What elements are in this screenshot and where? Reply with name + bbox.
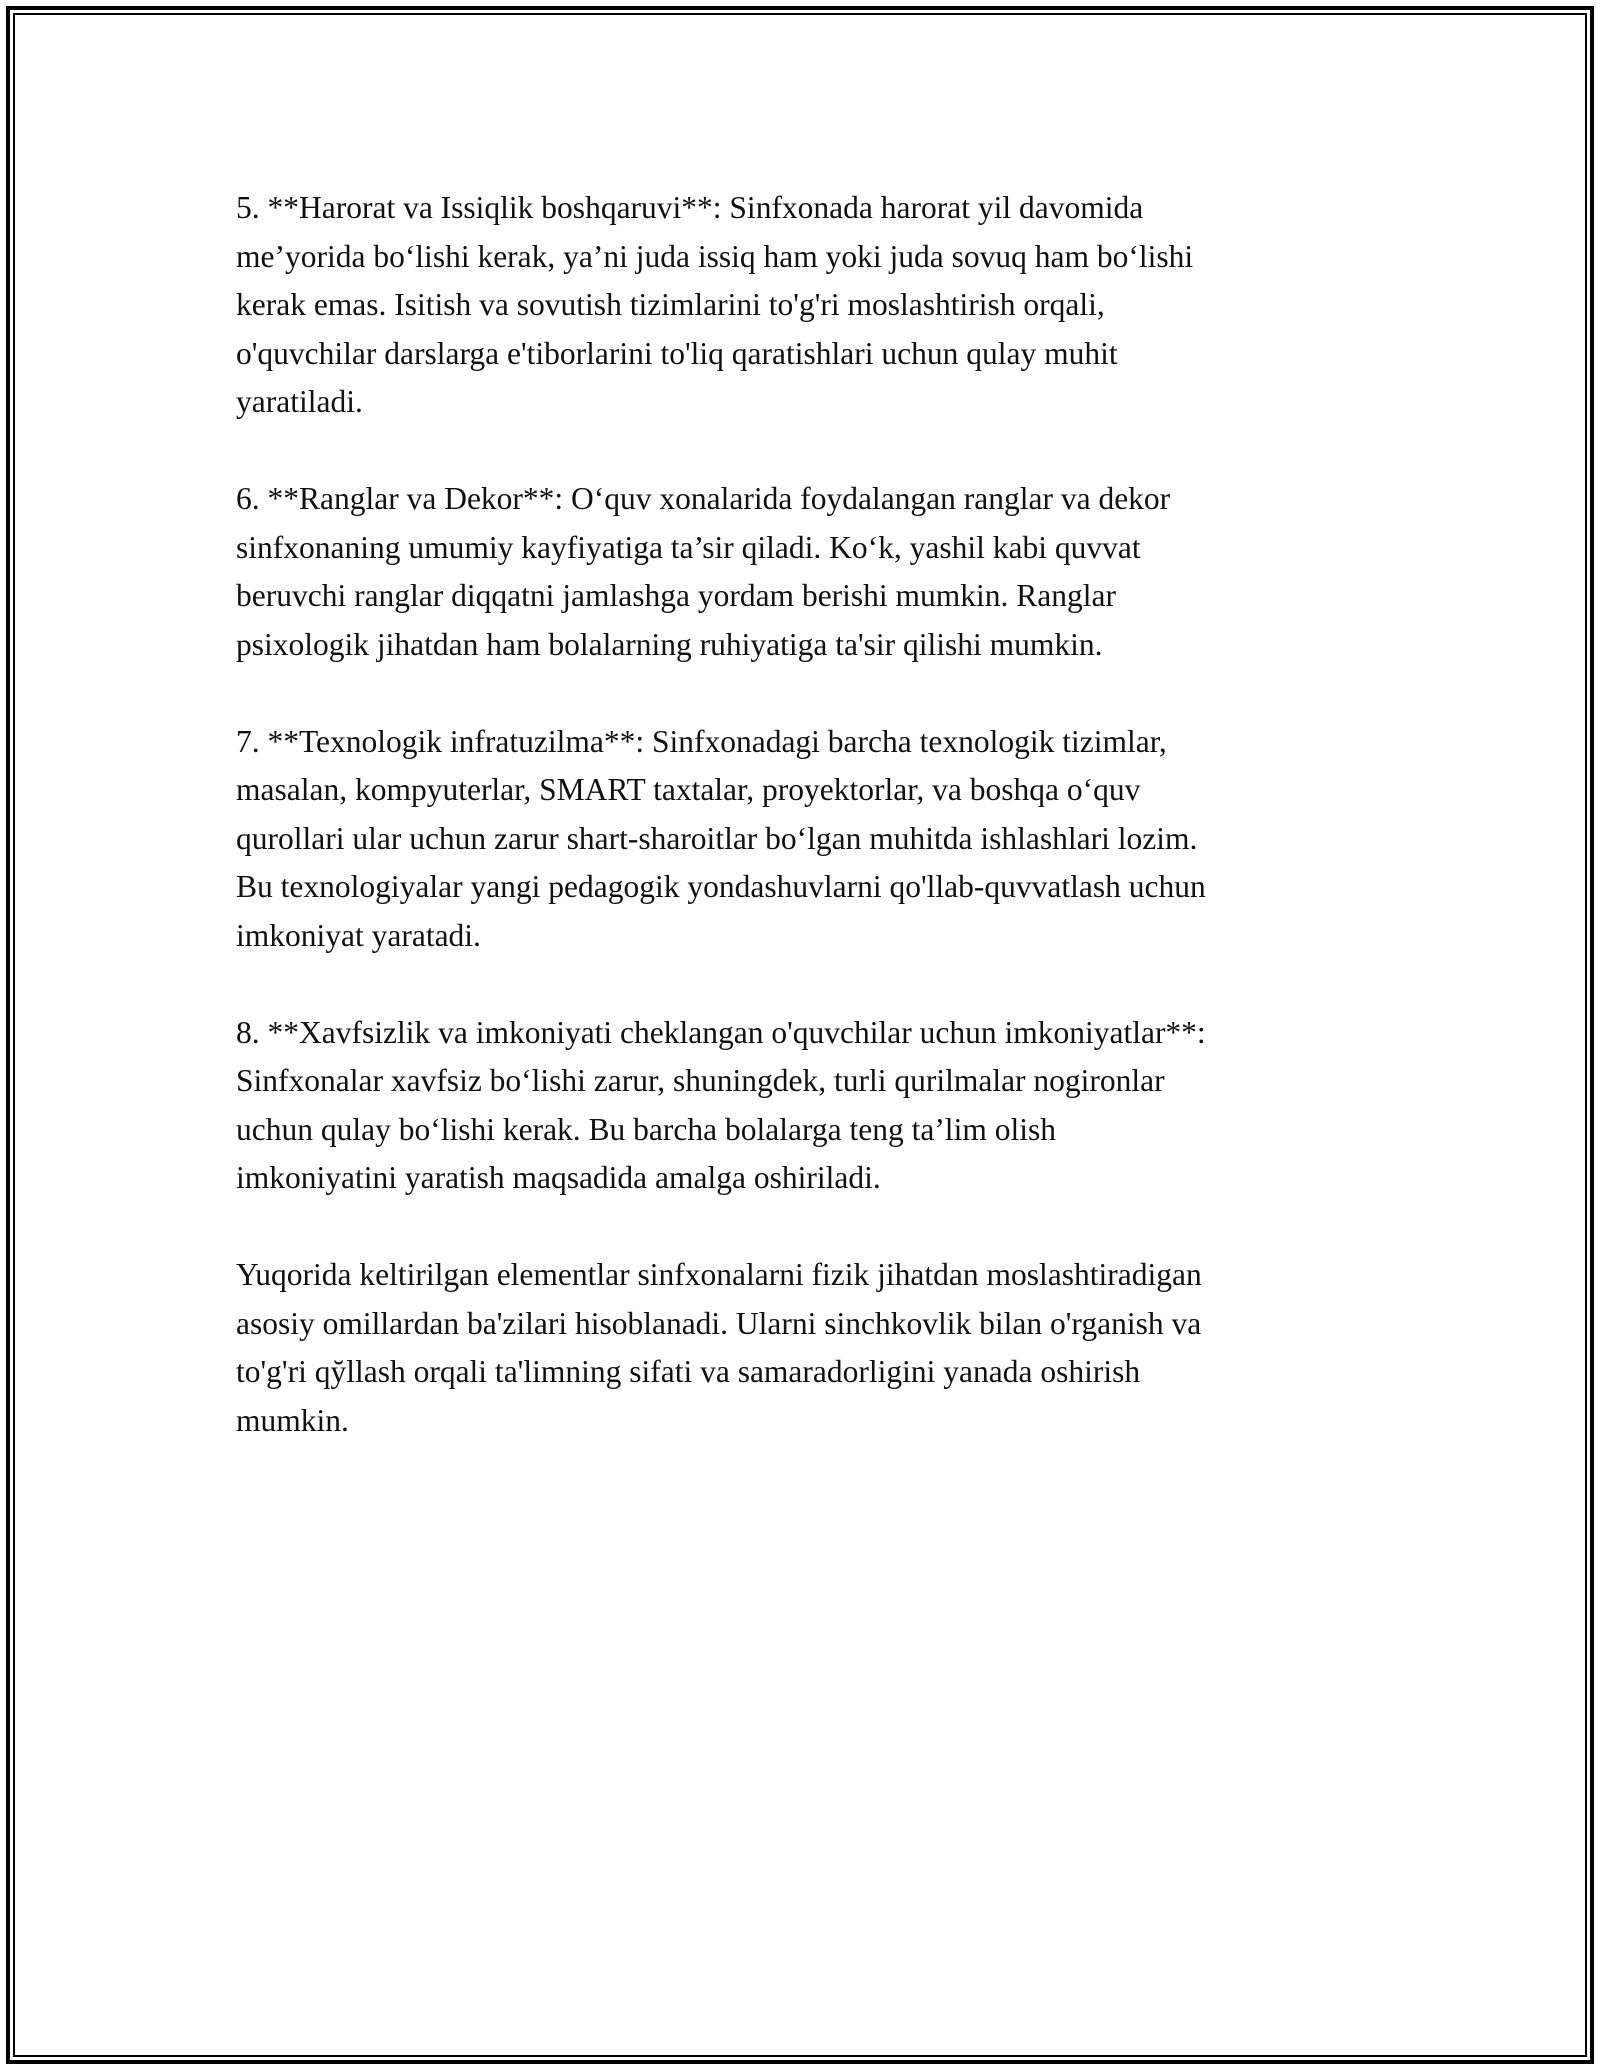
text-line: 8. **Xavfsizlik va imkoniyati cheklangan o'quvchilar uchun imkoniyatlar**: — [236, 1014, 1206, 1050]
paragraph-ranglar — [236, 475, 1376, 669]
text-line: to'g'ri qy̆llash orqali ta'limning sifati va samaradorligini yanada oshirish — [236, 1354, 1141, 1389]
text-line: o'quvchilar darslarga e'tiborlarini to'liq qaratishlari uchun qulay muhit — [236, 335, 1118, 371]
text-line: mumkin. — [236, 1402, 349, 1438]
paragraph-harorat — [236, 184, 1376, 427]
text-line: imkoniyat yaratadi. — [236, 917, 481, 953]
text-line: sinfxonaning umumiy kayfiyatiga ta’sir qiladi. Ko‘k, yashil kabi quvvat — [236, 529, 1141, 565]
text-line: me’yorida bo‘lishi kerak, ya’ni juda issiq ham yoki juda sovuq ham bo‘lishi — [236, 238, 1194, 274]
text-line: 7. **Texnologik infratuzilma**: Sinfxonadagi barcha texnologik tizimlar, — [236, 723, 1167, 759]
text-line: qurollari ular uchun zarur shart-sharoitlar bo‘lgan muhitda ishlashlari lozim. — [236, 820, 1198, 856]
paragraph-xavfsizlik — [236, 1009, 1376, 1203]
paragraph-texnologik — [236, 718, 1376, 961]
document-body — [236, 184, 1376, 1494]
text-line: uchun qulay bo‘lishi kerak. Bu barcha bolalarga teng ta’lim olish — [236, 1111, 1056, 1147]
text-line: yaratiladi. — [236, 384, 363, 419]
text-line: Sinfxonalar xavfsiz bo‘lishi zarur, shuningdek, turli qurilmalar nogironlar — [236, 1063, 1165, 1098]
text-line: masalan, kompyuterlar, SMART taxtalar, proyektorlar, va boshqa o‘quv — [236, 772, 1141, 807]
text-line: psixologik jihatdan ham bolalarning ruhiyatiga ta'sir qilishi mumkin. — [236, 626, 1103, 662]
paragraph-conclusion — [236, 1251, 1376, 1445]
text-line: Bu texnologiyalar yangi pedagogik yondashuvlarni qo'llab-quvvatlash uchun — [236, 869, 1206, 904]
text-line: 6. **Ranglar va Dekor**: O‘quv xonalarida foydalangan ranglar va dekor — [236, 481, 1171, 516]
text-line: imkoniyatini yaratish maqsadida amalga oshiriladi. — [236, 1160, 881, 1195]
text-line: asosiy omillardan ba'zilari hisoblanadi. Ularni sinchkovlik bilan o'rganish va — [236, 1305, 1202, 1341]
text-line: kerak emas. Isitish va sovutish tizimlarini to'g'ri moslashtirish orqali, — [236, 287, 1105, 322]
text-line: beruvchi ranglar diqqatni jamlashga yordam berishi mumkin. Ranglar — [236, 578, 1117, 613]
text-line: 5. **Harorat va Issiqlik boshqaruvi**: Sinfxonada harorat yil davomida — [236, 190, 1144, 225]
text-line: Yuqorida keltirilgan elementlar sinfxonalarni fizik jihatdan moslashtiradigan — [236, 1257, 1202, 1292]
